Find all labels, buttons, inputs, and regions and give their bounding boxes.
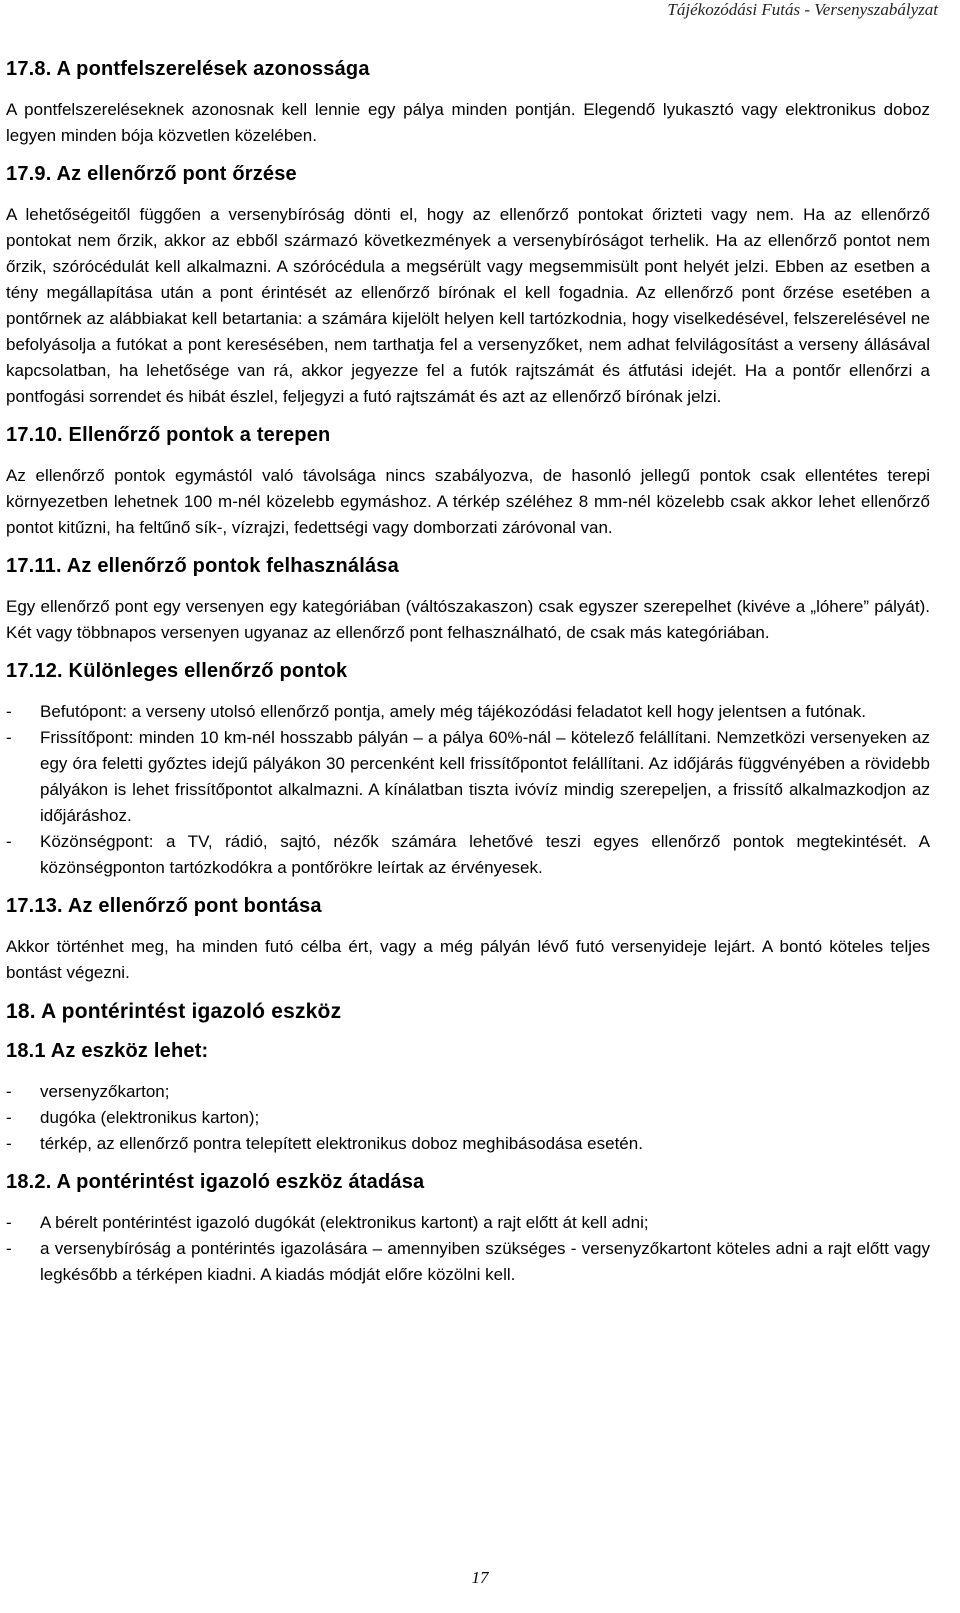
list-item: - térkép, az ellenőrző pontra telepített elektronikus doboz meghibásodása esetén.: [6, 1131, 930, 1157]
section-title: 17.11. Az ellenőrző pontok felhasználása: [6, 555, 399, 577]
section-title: 18.1 Az eszköz lehet:: [6, 1040, 209, 1062]
section-17-11: [6, 555, 930, 646]
list-item: - Közönségpont: a TV, rádió, sajtó, nézők számára lehetővé teszi egyes ellenőrző pontok megtekintését. A közönségponton tartózkodókra a pontőrökre leírtak az érvényesek.: [6, 829, 930, 881]
list-item: - Frissítőpont: minden 10 km-nél hosszabb pályán – a pálya 60%-nál – kötelező felállítani. Nemzetközi versenyeken az egy óra feletti győztes idejű pályákon 30 percenként kell frissítőpontot felállítani. Az időjárás függvényében a rövidebb pályákon is lehet frissítőpontot alkalmazni. A kínálatban tiszta ivóvíz mindig szerepeljen, a frissítő alkalmazkodjon az időjáráshoz.: [6, 725, 930, 829]
section-18-1: [6, 1040, 930, 1157]
device-list: [6, 1079, 930, 1157]
paragraph: Akkor történhet meg, ha minden futó célba ért, vagy a még pályán lévő futó versenyideje lejárt. A bontó köteles teljes bontást végezni.: [6, 937, 930, 982]
chapter-title: 18. A pontérintést igazoló eszköz: [6, 1000, 342, 1023]
section-17-8: [6, 58, 930, 149]
section-title: 17.8. A pontfelszerelések azonossága: [6, 58, 370, 80]
section-17-10: [6, 424, 930, 541]
page-number: 17: [471, 1568, 489, 1587]
section-18: [6, 1000, 930, 1024]
section-title: 17.12. Különleges ellenőrző pontok: [6, 660, 348, 682]
document-body: [6, 58, 930, 1302]
list-item: - Befutópont: a verseny utolsó ellenőrző pontja, amely még tájékozódási feladatot kell hogy jelentsen a futónak.: [6, 699, 930, 725]
paragraph: Az ellenőrző pontok egymástól való távolsága nincs szabályozva, de hasonló jellegű pontok csak ellentétes terepi környezetben lehetnek 100 m-nél közelebb egymáshoz. A térkép széléhez 8 mm-nél közelebb csak akkor lehet ellenőrző pontot kitűzni, ha feltűnő sík-, vízrajzi, fedettségi vagy domborzati záróvonal van.: [6, 466, 930, 537]
section-title: 18.2. A pontérintést igazoló eszköz átadása: [6, 1171, 425, 1193]
special-points-list: [6, 699, 930, 881]
section-18-2: [6, 1171, 930, 1288]
section-title: 17.13. Az ellenőrző pont bontása: [6, 895, 322, 917]
section-title: 17.10. Ellenőrző pontok a terepen: [6, 424, 331, 446]
running-header: Tájékozódási Futás - Versenyszabályzat: [667, 0, 938, 19]
list-item: - a versenybíróság a pontérintés igazolására – amennyiben szükséges - versenyzőkartont köteles adni a rajt előtt vagy legkésőbb a térképen kiadni. A kiadás módját előre közölni kell.: [6, 1236, 930, 1288]
paragraph: Egy ellenőrző pont egy versenyen egy kategóriában (váltószakaszon) csak egyszer szerepelhet (kivéve a „lóhere” pályát). Két vagy többnapos versenyen ugyanaz az ellenőrző pont felhasználható, de csak más kategóriában.: [6, 597, 930, 642]
list-item: - dugóka (elektronikus karton);: [6, 1105, 930, 1131]
paragraph: A pontfelszereléseknek azonosnak kell lennie egy pálya minden pontján. Elegendő lyukasztó vagy elektronikus doboz legyen minden bója közvetlen közelében.: [6, 100, 930, 145]
section-17-12: [6, 660, 930, 881]
list-item: - A bérelt pontérintést igazoló dugókát (elektronikus kartont) a rajt előtt át kell adni;: [6, 1210, 930, 1236]
paragraph: A lehetőségeitől függően a versenybíróság dönti el, hogy az ellenőrző pontokat őrizteti vagy nem. Ha az ellenőrző pontokat nem őrzik, akkor az ebből származó következmények a versenybíróságot terhelik. Ha az ellenőrző pontot nem őrzik, szórócédulát kell alkalmazni. A szórócédula a megsérült vagy megsemmisült pont helyét jelzi. Ebben az esetben a tény megállapítása után a pont érintését az ellenőrző bírónak el kell fogadnia. Az ellenőrző pont őrzése esetében a pontőrnek az alábbiakat kell betartania: a számára kijelölt helyen kell tartózkodnia, hogy viselkedésével, felszerelésével ne befolyásolja a futókat a pont keresésében, nem tarthatja fel a versenyzőket, nem adhat felvilágosítást a verseny állásával kapcsolatban, ha lehetősége van rá, akkor jegyezze fel a futók rajtszámát és átfutási idejét. Ha a pontőr ellenőrzi a pontfogási sorrendet és hibát észlel, feljegyzi a futó rajtszámát és azt az ellenőrző bírónak jelzi.: [6, 205, 930, 406]
section-title: 17.9. Az ellenőrző pont őrzése: [6, 163, 297, 185]
list-item: - versenyzőkarton;: [6, 1079, 930, 1105]
handover-list: [6, 1210, 930, 1288]
section-17-13: [6, 895, 930, 986]
section-17-9: [6, 163, 930, 410]
